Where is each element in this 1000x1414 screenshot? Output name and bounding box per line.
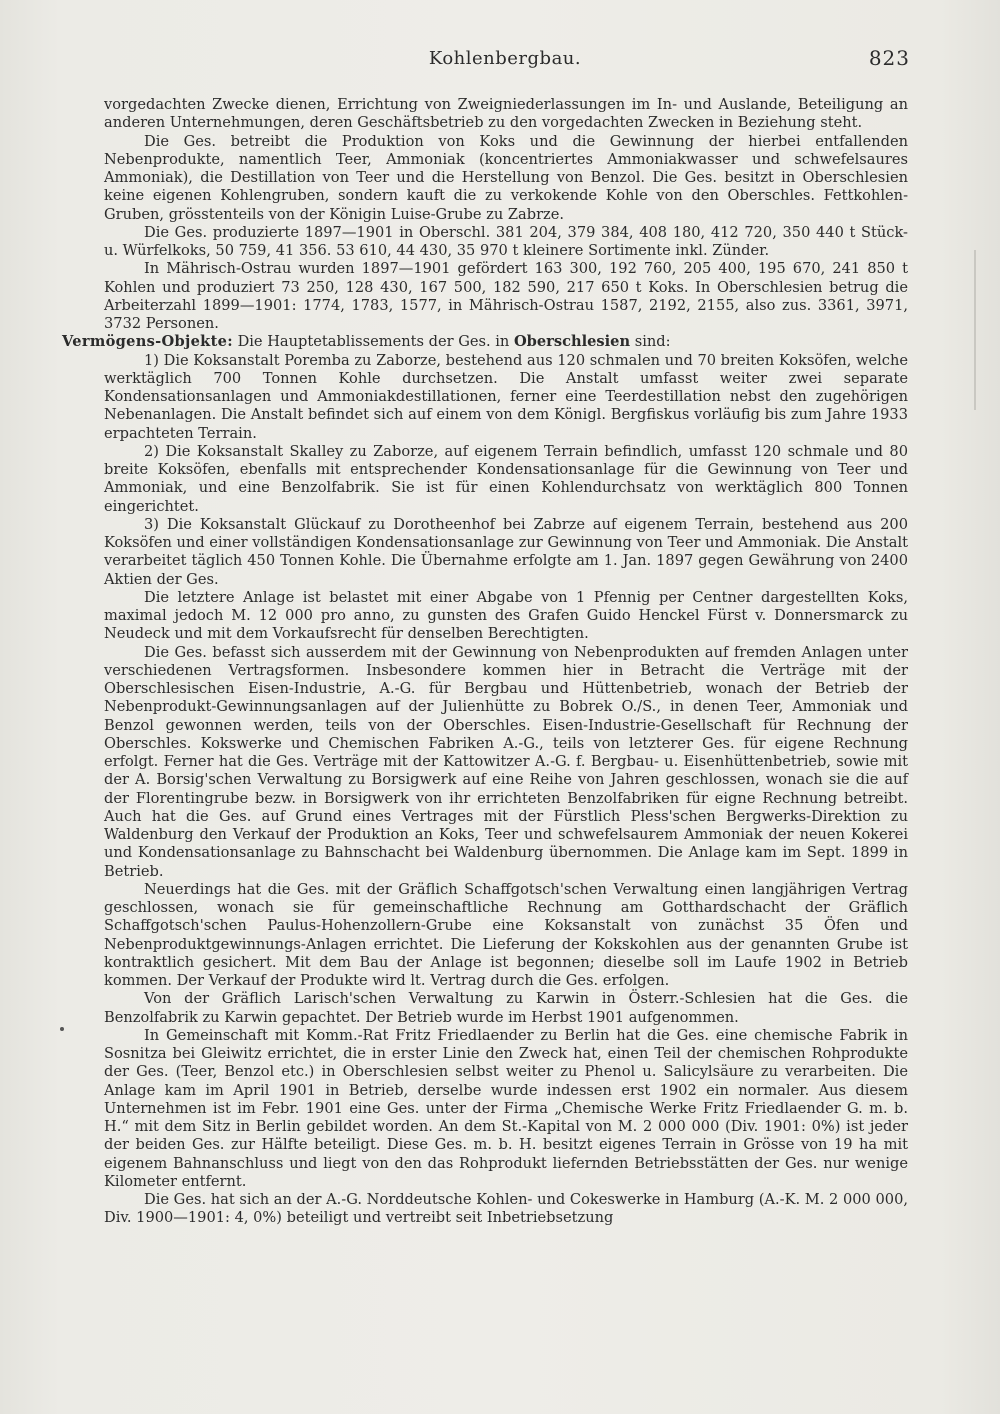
paragraph: In Gemeinschaft mit Komm.-Rat Fritz Friedlaender zu Berlin hat die Ges. eine chemische Fabrik in Sosnitza bei Gleiwitz errichtet, die in erster Linie den Zweck hat, einen Teil der chemischen Rohprodukte der Ges. (Teer, Benzol etc.) in Oberschlesien selbst weiter zu Phenol u. Salicylsäure zu verarbeiten. Die Anlage kam im April 1901 in Betrieb, derselbe wurde indessen erst 1902 ein normaler. Aus diesem Unternehmen ist im Febr. 1901 eine Ges. unter der Firma „Chemische Werke Fritz Friedlaender G. m. b. H.“ mit dem Sitz in Berlin gebildet worden. An dem St.-Kapital von M. 2 000 000 (Div. 1901: 0%) ist jeder der beiden Ges. zur Hälfte beteiligt. Diese Ges. m. b. H. besitzt eigenes Terrain in Grösse von 19 ha mit eigenem Bahnanschluss und liegt von den das Rohprodukt liefernden Betriebsstätten der Ges. nur wenige Kilometer entfernt. xyxy=(104,1026,908,1190)
paragraph: 2) Die Koksanstalt Skalley zu Zaborze, auf eigenem Terrain befindlich, umfasst 120 schmale und 80 breite Koksöfen, ebenfalls mit entsprechender Kondensationsanlage für die Gewinnung von Teer und Ammoniak, und eine Benzolfabrik. Sie ist für einen Kohlendurchsatz von werktäglich 800 Tonnen eingerichtet. xyxy=(104,442,908,515)
paragraph: Die Ges. betreibt die Produktion von Koks und die Gewinnung der hierbei entfallenden Nebenprodukte, namentlich Teer, Ammoniak (koncentriertes Ammoniakwasser und schwefelsaures Ammoniak), die Destillation von Teer und die Herstellung von Benzol. Die Ges. besitzt in Oberschlesien keine eigenen Kohlengruben, sondern kauft die zu verkokende Kohle von den Oberschles. Fettkohlen-Gruben, grösstenteils von der Königin Luise-Grube zu Zabrze. xyxy=(104,132,908,223)
paragraph: In Mährisch-Ostrau wurden 1897—1901 gefördert 163 300, 192 760, 205 400, 195 670, 241 850 t Kohlen und produziert 73 250, 128 430, 167 500, 182 590, 217 650 t Koks. In Oberschlesien betrug die Arbeiterzahl 1899—1901: 1774, 1783, 1577, in Mährisch-Ostrau 1587, 2192, 2155, also zus. 3361, 3971, 3732 Personen. xyxy=(104,260,908,332)
running-title: Kohlenbergbau. xyxy=(428,48,582,69)
section-emphasis: Oberschlesien xyxy=(513,333,631,351)
paragraph: 3) Die Koksanstalt Glückauf zu Dorotheenhof bei Zabrze auf eigenem Terrain, bestehend aus 200 Koksöfen und einer vollständigen Kondensationsanlage zur Gewinnung von Teer und Ammoniak. Die Anstalt verarbeitet täglich 450 Tonnen Kohle. Die Übernahme erfolgte am 1. Jan. 1897 gegen Gewährung von 2400 Aktien der Ges. xyxy=(104,515,908,588)
body-text xyxy=(62,96,908,1228)
paragraph: Von der Gräflich Larisch'schen Verwaltung zu Karwin in Österr.-Schlesien hat die Ges. die Benzolfabrik zu Karwin gepachtet. Der Betrieb wurde im Herbst 1901 aufgenommen. xyxy=(104,990,908,1026)
scan-edge-mark xyxy=(974,250,976,410)
section-label: Vermögens-Objekte: xyxy=(62,333,233,351)
margin-speck xyxy=(60,1027,64,1031)
paragraph: Die letztere Anlage ist belastet mit einer Abgabe von 1 Pfennig per Centner dargestellten Koks, maximal jedoch M. 12 000 pro anno, zu gunsten des Grafen Guido Henckel Fürst v. Donnersmarck zu Neudeck und mit dem Vorkaufsrecht für denselben Berechtigten. xyxy=(104,588,908,643)
page-header xyxy=(100,46,910,72)
page-number: 823 xyxy=(868,46,910,70)
paragraph: Die Ges. hat sich an der A.-G. Norddeutsche Kohlen- und Cokeswerke in Hamburg (A.-K. M. 2 000 000, Div. 1900—1901: 4, 0%) beteiligt und vertreibt seit Inbetriebsetzung xyxy=(104,1191,908,1227)
paragraph: Die Ges. befasst sich ausserdem mit der Gewinnung von Nebenprodukten auf fremden Anlagen unter verschiedenen Vertragsformen. Insbesondere kommen hier in Betracht die Verträge mit der Oberschlesischen Eisen-Industrie, A.-G. für Bergbau und Hüttenbetrieb, wonach der Betrieb der Nebenprodukt-Gewinnungsanlagen auf der Julienhütte zu Bobrek O./S., in denen Teer, Ammoniak und Benzol gewonnen werden, teils von der Oberschles. Eisen-Industrie-Gesellschaft für Rechnung der Oberschles. Kokswerke und Chemischen Fabriken A.-G., teils von letzterer Ges. für eigene Rechnung erfolgt. Ferner hat die Ges. Verträge mit der Kattowitzer A.-G. f. Bergbau- u. Eisenhüttenbetrieb, sowie mit der A. Borsig'schen Verwaltung zu Borsigwerk auf eine Reihe von Jahren geschlossen, wonach sie die auf der Florentingrube bezw. in Borsigwerk von ihr errichteten Benzolfabriken für eigne Rechnung betreibt. Auch hat die Ges. auf Grund eines Vertrages mit der Fürstlich Pless'schen Bergwerks-Direktion zu Waldenburg den Verkauf der Produktion an Koks, Teer und schwefelsaurem Ammoniak der neuen Kokerei und Kondensationsanlage zu Bahnschacht bei Waldenburg übernommen. Die Anlage kam im Sept. 1899 in Betrieb. xyxy=(104,643,908,880)
paragraph: Neuerdings hat die Ges. mit der Gräflich Schaffgotsch'schen Verwaltung einen langjährigen Vertrag geschlossen, wonach sie für gemeinschaftliche Rechnung am Gotthardschacht der Gräflich Schaffgotsch'schen Paulus-Hohenzollern-Grube eine Koksanstalt von zunächst 35 Öfen und Nebenproduktgewinnungs-Anlagen errichtet. Die Lieferung der Kokskohlen aus der genannten Grube ist kontraktlich gesichert. Mit dem Bau der Anlage ist begonnen; dieselbe soll im Laufe 1902 in Betrieb kommen. Der Verkauf der Produkte wird lt. Vertrag durch die Ges. erfolgen. xyxy=(104,880,908,989)
paragraph: vorgedachten Zwecke dienen, Errichtung von Zweigniederlassungen im In- und Auslande, Beteiligung an anderen Unternehmungen, deren Geschäftsbetrieb zu den vorgedachten Zwecken in Beziehung steht. xyxy=(104,96,908,132)
section-heading-paragraph xyxy=(62,333,908,351)
section-text: Die Hauptetablissements der Ges. in xyxy=(237,333,510,351)
paragraph: Die Ges. produzierte 1897—1901 in Oberschl. 381 204, 379 384, 408 180, 412 720, 350 440 t Stück- u. Würfelkoks, 50 759, 41 356. 53 610, 44 430, 35 970 t kleinere Sortimente inkl. Zünder. xyxy=(104,223,908,259)
section-tail: sind: xyxy=(634,333,671,351)
paragraph: 1) Die Koksanstalt Poremba zu Zaborze, bestehend aus 120 schmalen und 70 breiten Koksöfen, welche werktäglich 700 Tonnen Kohle durchsetzen. Die Anstalt umfasst weiter zwei separate Kondensationsanlagen und Ammoniakdestillationen, ferner eine Teerdestillation nebst den zugehörigen Nebenanlagen. Die Anstalt befindet sich auf einem von dem Königl. Bergfiskus vorläufig bis zum Jahre 1933 erpachteten Terrain. xyxy=(104,351,908,442)
